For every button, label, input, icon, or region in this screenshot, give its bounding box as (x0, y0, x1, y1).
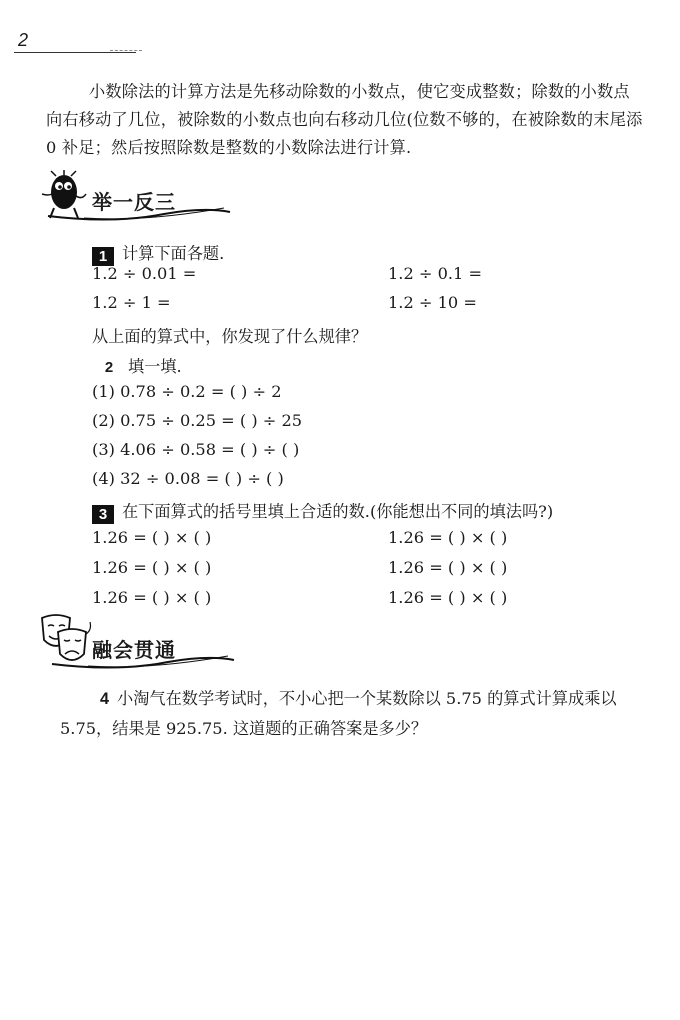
question-number-badge: 3 (92, 505, 114, 524)
fill-in-item: 1.26 = ( ) × ( ) (388, 558, 508, 577)
section-header-jyfs (34, 170, 234, 222)
fill-in-item: (3) 4.06 ÷ 0.58 = ( ) ÷ ( ) (92, 440, 300, 459)
question-number: 4 (100, 690, 110, 708)
fill-in-item: (2) 0.75 ÷ 0.25 = ( ) ÷ 25 (92, 411, 303, 430)
fill-in-item: 1.26 = ( ) × ( ) (388, 588, 508, 607)
question-text: 计算下面各题. (122, 244, 225, 263)
question-number: 2 (104, 359, 114, 376)
question-text: 在下面算式的括号里填上合适的数.(你能想出不同的填法吗?) (122, 502, 554, 521)
question-1-prompt: 从上面的算式中，你发现了什么规律？ (92, 327, 368, 346)
section-title: 融会贯通 (92, 638, 176, 662)
header-rule (14, 52, 136, 53)
fill-in-item: 1.26 = ( ) × ( ) (92, 588, 212, 607)
fill-in-item: (1) 0.78 ÷ 0.2 = ( ) ÷ 2 (92, 382, 282, 401)
question-number-badge: 1 (92, 247, 114, 266)
question-text: 小淘气在数学考试时，不小心把一个某数除以 5.75 的算式计算成乘以 5.75，结果是 925.75. 这道题的正确答案是多少？ (60, 689, 617, 738)
question-2-title (98, 353, 182, 377)
equation: 1.2 ÷ 1 = (92, 293, 171, 312)
equation: 1.2 ÷ 0.01 = (92, 264, 197, 283)
fill-in-item: 1.26 = ( ) × ( ) (92, 528, 212, 547)
section-title: 举一反三 (92, 190, 176, 214)
header-rule-dashed (110, 50, 142, 51)
fill-in-item: 1.26 = ( ) × ( ) (92, 558, 212, 577)
section-header-rhgt (34, 612, 234, 672)
page-number: 2 (18, 30, 29, 50)
fill-in-item: 1.26 = ( ) × ( ) (388, 528, 508, 547)
question-4 (60, 684, 650, 744)
question-1-title (92, 240, 224, 266)
fill-in-item: (4) 32 ÷ 0.08 = ( ) ÷ ( ) (92, 469, 284, 488)
intro-paragraph: 小数除法的计算方法是先移动除数的小数点，使它变成整数；除数的小数点向右移动了几位，被除数的小数点也向右移动几位(位数不够的，在被除数的末尾添 0 补足；然后按照除数是整数的小数除法进行计算. (46, 82, 643, 157)
equation: 1.2 ÷ 10 = (388, 293, 477, 312)
title-swoosh (48, 652, 238, 670)
equation: 1.2 ÷ 0.1 = (388, 264, 483, 283)
title-swoosh (44, 204, 234, 222)
question-text: 填一填. (128, 357, 182, 376)
question-3-title (92, 498, 553, 524)
